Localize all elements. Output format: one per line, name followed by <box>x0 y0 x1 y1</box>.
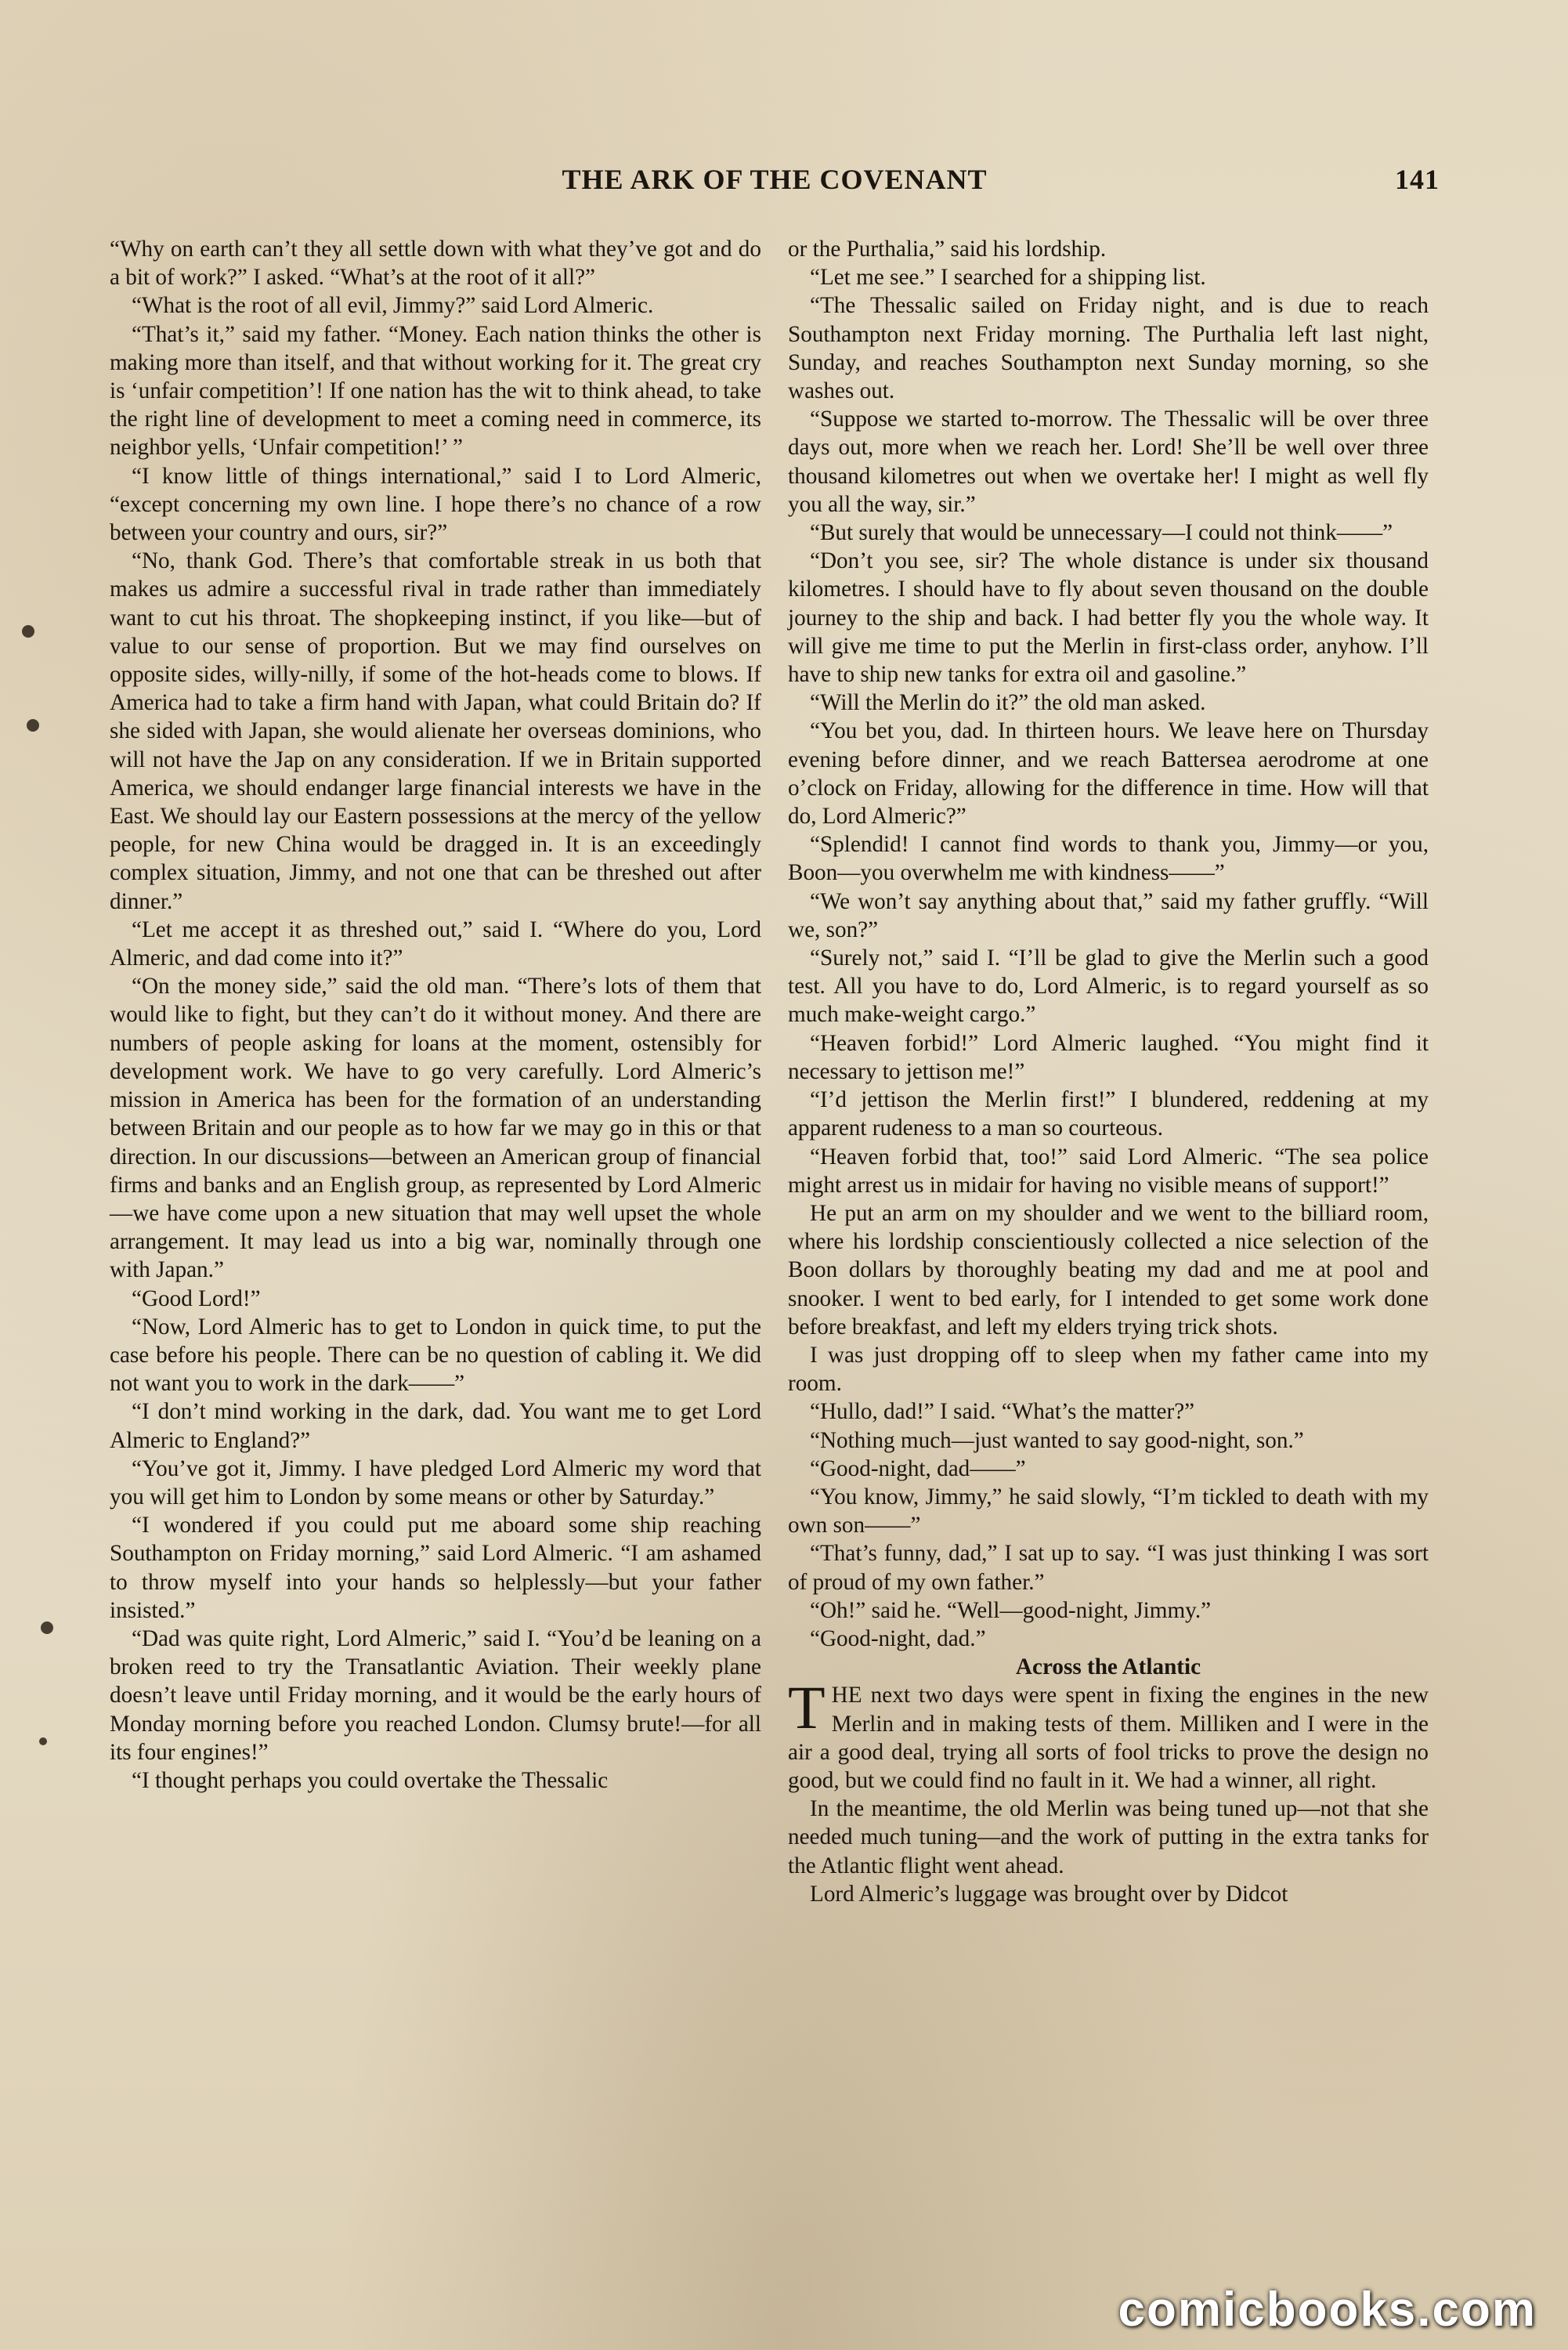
page-header <box>110 163 1440 205</box>
section-paragraph <box>788 1673 1429 1795</box>
paragraph: In the meantime, the old Merlin was being tuned up—not that she needed much tuning—and the work of putting in the extra tanks for the Atlantic flight went ahead. <box>788 1796 1429 1878</box>
paragraph: “Heaven forbid!” Lord Almeric laughed. “You might find it necessary to jettison me!” <box>788 1030 1429 1084</box>
paragraph: “That’s funny, dad,” I sat up to say. “I was just thinking I was sort of proud of my own father.” <box>788 1541 1429 1595</box>
paragraph: “What is the root of all evil, Jimmy?” said Lord Almeric. <box>132 293 654 319</box>
page-number: 141 <box>1395 164 1440 195</box>
paragraph: “Heaven forbid that, too!” said Lord Almeric. “The sea police might arrest us in midair for having no visible means of support!” <box>788 1144 1429 1198</box>
paragraph: “Surely not,” said I. “I’ll be glad to give the Merlin such a good test. All you have to do, Lord Almeric, is to regard yourself as so much make-weight cargo.” <box>788 945 1429 1028</box>
paragraph: “Don’t you see, sir? The whole distance is under six thousand kilometres. I should have to fly about seven thousand on the double journey to the ship and back. I had better fly you the whole way. It will give me time to put the Merlin in first-class order, anyhow. I’ll have to ship new tanks for extra oil and gasoline.” <box>788 548 1429 688</box>
running-title: THE ARK OF THE COVENANT <box>562 164 988 195</box>
paragraph: “No, thank God. There’s that comfortable streak in us both that makes us admire a successful rival in trade rather than immediately want to cut his throat. The shopkeeping instinct, if you like—but of value to our sense of proportion. But we may find ourselves on opposite sides, willy-nilly, if some of the hot-heads come to blows. If America had to take a firm hand with Japan, what could Britain do? If she sided with Japan, she would alienate her overseas dominions, who will not have the Jap on any consideration. If we in Britain supported America, we should endanger large financial interests we have in the East. We should lay our Eastern possessions at the mercy of the yellow people, for new China would be dragged in. It is an exceedingly complex situation, Jimmy, and not one that can be threshed out after dinner.” <box>110 548 761 914</box>
binding-hole <box>27 719 39 732</box>
paragraph: or the Purthalia,” said his lordship. <box>788 237 1107 262</box>
paragraph: “Let me accept it as threshed out,” said I. “Where do you, Lord Almeric, and dad come into it?” <box>110 916 761 971</box>
paragraph: “I know little of things international,” said I to Lord Almeric, “except concerning my own line. I hope there’s no chance of a row between your country and ours, sir?” <box>110 463 761 546</box>
paragraph: “We won’t say anything about that,” said my father gruffly. “Will we, son?” <box>788 888 1429 942</box>
paragraph: “Dad was quite right, Lord Almeric,” said I. “You’d be leaning on a broken reed to try the Transatlantic Aviation. Their weekly plane doesn’t leave until Friday morning, and it would be the early hours of Monday morning before you reached London. Clumsy brute!—for all its four engines!” <box>110 1625 761 1765</box>
paragraph: “Splendid! I cannot find words to thank you, Jimmy—or you, Boon—you overwhelm me with kindness——” <box>788 832 1429 886</box>
paragraph: “But surely that would be unnecessary—I could not think——” <box>810 520 1393 546</box>
paragraph: I was just dropping off to sleep when my father came into my room. <box>788 1342 1429 1397</box>
paragraph: Lord Almeric’s luggage was brought over by Didcot <box>810 1881 1288 1907</box>
paragraph: “On the money side,” said the old man. “There’s lots of them that would like to fight, but they can’t do it without money. And there are numbers of people asking for loans at the moment, ostensibly for development work. We have to go very carefully. Lord Almeric’s mission in America has been for the formation of an understanding between Britain and our people as to how far we may go in this or that direction. In our discussions—between an American group of financial firms and banks and an English group, as represented by Lord Almeric—we have come upon a new situation that may well upset the whole arrangement. It may lead us into a big war, nominally through one with Japan.” <box>110 974 761 1283</box>
paragraph-text: HE next two days were spent in fixing the engines in the new Merlin and in making tests of them. Milliken and I were in the air a good deal, trying all sorts of fool tricks to prove the design no good, but we could find no fault in it. We had a winner, all right. <box>788 1683 1429 1793</box>
paragraph: “Now, Lord Almeric has to get to London in quick time, to put the case before his people. There can be no question of cabling it. We did not want you to work in the dark——” <box>110 1314 761 1397</box>
section-heading: Across the Atlantic <box>1015 1654 1201 1680</box>
paragraph: “I don’t mind working in the dark, dad. You want me to get Lord Almeric to England?” <box>110 1399 761 1453</box>
binding-hole <box>22 625 34 638</box>
paragraph: “Will the Merlin do it?” the old man asked. <box>810 690 1206 716</box>
paragraph: “Nothing much—just wanted to say good-night, son.” <box>810 1427 1304 1453</box>
paragraph: “Good-night, dad.” <box>810 1625 986 1651</box>
right-column <box>788 235 1429 1908</box>
paragraph: “Suppose we started to-morrow. The Thessalic will be over three days out, more when we reach her. Lord! She’ll be well over three thousand kilometres out when we overtake her! I might as well fly you all the way, sir.” <box>788 407 1429 517</box>
paragraph: “Let me see.” I searched for a shipping list. <box>810 265 1206 291</box>
left-column <box>110 235 761 1795</box>
site-watermark: comicbooks.com <box>1118 2283 1537 2337</box>
paragraph: “Why on earth can’t they all settle down with what they’ve got and do a bit of work?” I asked. “What’s at the root of it all?” <box>110 237 761 291</box>
paragraph: “Good-night, dad——” <box>810 1455 1026 1481</box>
paragraph: “Hullo, dad!” I said. “What’s the matter?” <box>810 1399 1195 1425</box>
paragraph: “The Thessalic sailed on Friday night, and is due to reach Southampton next Friday morning. The Purthalia left last night, Sunday, and reaches Southampton next Sunday morning, so she washes out. <box>788 293 1429 404</box>
paragraph: “Oh!” said he. “Well—good-night, Jimmy.” <box>810 1597 1212 1623</box>
paragraph: “Good Lord!” <box>132 1285 261 1311</box>
paragraph: “You bet you, dad. In thirteen hours. We leave here on Thursday evening before dinner, and we reach Battersea aerodrome at one o’clock on Friday, allowing for the difference in time. How will that do, Lord Almeric?” <box>788 718 1429 830</box>
drop-cap: T <box>788 1673 826 1742</box>
paragraph: “I thought perhaps you could overtake the Thessalic <box>132 1767 609 1793</box>
paragraph: “That’s it,” said my father. “Money. Each nation thinks the other is making more than itself, and that without working for it. The great cry is ‘unfair competition’! If one nation has the wit to think ahead, to take the right line of development to meet a coming need in commerce, its neighbor yells, ‘Unfair competition!’ ” <box>110 321 761 461</box>
binding-hole <box>41 1622 53 1634</box>
binding-hole <box>39 1737 47 1745</box>
paragraph: “You’ve got it, Jimmy. I have pledged Lord Almeric my word that you will get him to London by some means or other by Saturday.” <box>110 1455 761 1509</box>
paragraph: “I’d jettison the Merlin first!” I blundered, reddening at my apparent rudeness to a man so courteous. <box>788 1087 1429 1141</box>
paragraph: “I wondered if you could put me aboard some ship reaching Southampton on Friday morning,” said Lord Almeric. “I am ashamed to throw myself into your hands so helplessly—but your father insisted.” <box>110 1513 761 1623</box>
paragraph: “You know, Jimmy,” he said slowly, “I’m tickled to death with my own son——” <box>788 1484 1429 1538</box>
paragraph: He put an arm on my shoulder and we went to the billiard room, where his lordship conscientiously collected a nice selection of the Boon dollars by thoroughly beating my dad and me at pool and snooker. I went to bed early, for I intended to get some work done before breakfast, and left my elders trying trick shots. <box>788 1200 1429 1340</box>
